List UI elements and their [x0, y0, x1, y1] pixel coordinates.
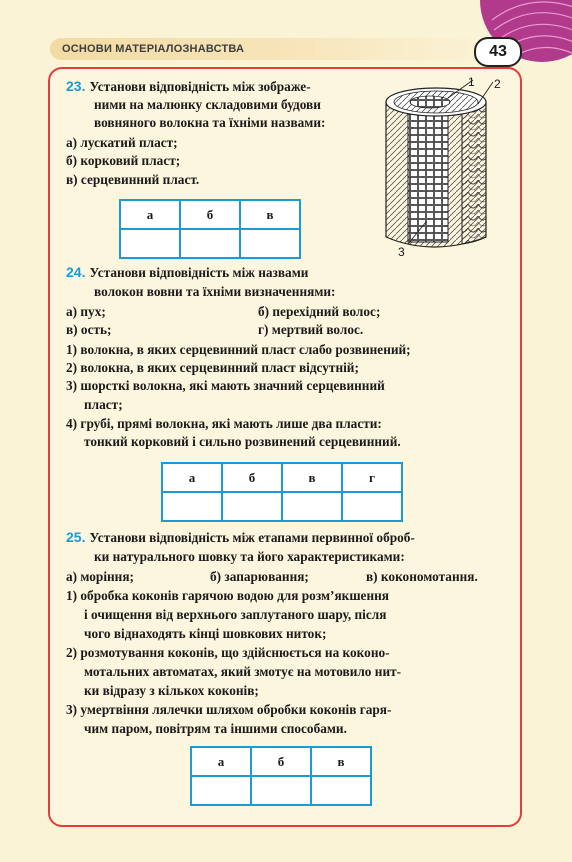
q25-answer-table	[190, 746, 372, 806]
q25-line-1: 25. Установи відповідність між етапами первинної оброб-	[66, 529, 415, 545]
q24-line-2: волокон вовни та їхніми визначеннями:	[94, 284, 336, 299]
q24-option-a: а) пух;	[66, 304, 106, 319]
q24-definition-4-cont: тонкий корковий і сильно розвинений серцевинний.	[84, 434, 401, 449]
q25-answer-cell-b[interactable]	[251, 776, 311, 805]
q23-answer-cell-a[interactable]	[120, 229, 180, 258]
q25-answer-cell-c[interactable]	[311, 776, 371, 805]
q25-definition-3: 3) умертвіння лялечки шляхом обробки коконів гаря-	[66, 702, 392, 717]
q23-option-b: б) корковий пласт;	[66, 153, 181, 168]
wool-fiber-diagram	[378, 72, 500, 262]
q25-definition-1: 1) обробка коконів гарячою водою для розм’якшення	[66, 588, 389, 603]
q25-header-a: а	[191, 747, 251, 776]
q25-definition-1-cont-b: чого віднаходять кінці шовкових ниток;	[84, 626, 327, 641]
q24-answer-cell-b[interactable]	[222, 492, 282, 521]
q25-header-b: б	[251, 747, 311, 776]
q25-option-c: в) кокономотання.	[366, 569, 478, 584]
q24-answer-table	[161, 462, 403, 522]
q24-answer-cell-d[interactable]	[342, 492, 402, 521]
q23-header-b: б	[180, 200, 240, 229]
q24-answer-cell-a[interactable]	[162, 492, 222, 521]
q25-definition-1-cont-a: і очищення від верхнього заплутаного шару, після	[84, 607, 387, 622]
q23-option-c: в) серцевинний пласт.	[66, 172, 200, 187]
q25-definition-2-cont-a: мотальних автоматах, який змотує на мотовило нит-	[84, 664, 402, 679]
q24-header-c: в	[282, 463, 342, 492]
section-title: ОСНОВИ МАТЕРІАЛОЗНАВСТВА	[62, 43, 245, 55]
q24-definition-1: 1) волокна, в яких серцевинний пласт слабо розвинений;	[66, 342, 411, 357]
q25-answer-cell-a[interactable]	[191, 776, 251, 805]
q25-line-2: ки натурального шовку та його характеристиками:	[94, 549, 405, 564]
q23-answer-table	[119, 199, 301, 259]
q24-definition-2: 2) волокна, в яких серцевинний пласт відсутній;	[66, 360, 359, 375]
q24-definition-3-cont: пласт;	[84, 397, 123, 412]
q24-header-b: б	[222, 463, 282, 492]
q25-option-b: б) запарювання;	[210, 569, 309, 584]
q24-definition-3: 3) шорсткі волокна, які мають значний серцевинний	[66, 378, 385, 393]
q25-definition-2: 2) розмотування коконів, що здійснюється на коконо-	[66, 645, 390, 660]
q24-header-d: г	[342, 463, 402, 492]
q24-definition-4: 4) грубі, прямі волокна, які мають лише два пласти:	[66, 416, 382, 431]
q23-answer-cell-c[interactable]	[240, 229, 300, 258]
q24-option-d: г) мертвий волос.	[258, 322, 364, 337]
q23-header-c: в	[240, 200, 300, 229]
q25-definition-2-cont-b: ки відразу з кількох коконів;	[84, 683, 259, 698]
q23-line-2: ними на малюнку складовими будови	[94, 97, 321, 112]
q23-header-a: а	[120, 200, 180, 229]
q24-line-1: 24. Установи відповідність між назвами	[66, 264, 309, 280]
q24-answer-cell-c[interactable]	[282, 492, 342, 521]
figure-label-1: 1	[468, 75, 475, 89]
q25-header-c: в	[311, 747, 371, 776]
q23-number: 23.	[66, 78, 86, 94]
q25-number: 25.	[66, 529, 86, 545]
q25-definition-3-cont: чим паром, повітрям та іншими способами.	[84, 721, 347, 736]
page-number: 43	[474, 37, 522, 67]
figure-label-3: 3	[398, 245, 405, 259]
q24-option-b: б) перехідний волос;	[258, 304, 381, 319]
q23-answer-cell-b[interactable]	[180, 229, 240, 258]
figure-label-2: 2	[494, 77, 501, 91]
q23-line-3: вовняного волокна та їхніми назвами:	[94, 115, 326, 130]
q24-number: 24.	[66, 264, 86, 280]
q25-option-a: а) моріння;	[66, 569, 134, 584]
q23-line-1: 23. Установи відповідність між зображе-	[66, 78, 311, 94]
q23-option-a: а) лускатий пласт;	[66, 135, 178, 150]
q24-header-a: а	[162, 463, 222, 492]
q24-option-c: в) ость;	[66, 322, 112, 337]
